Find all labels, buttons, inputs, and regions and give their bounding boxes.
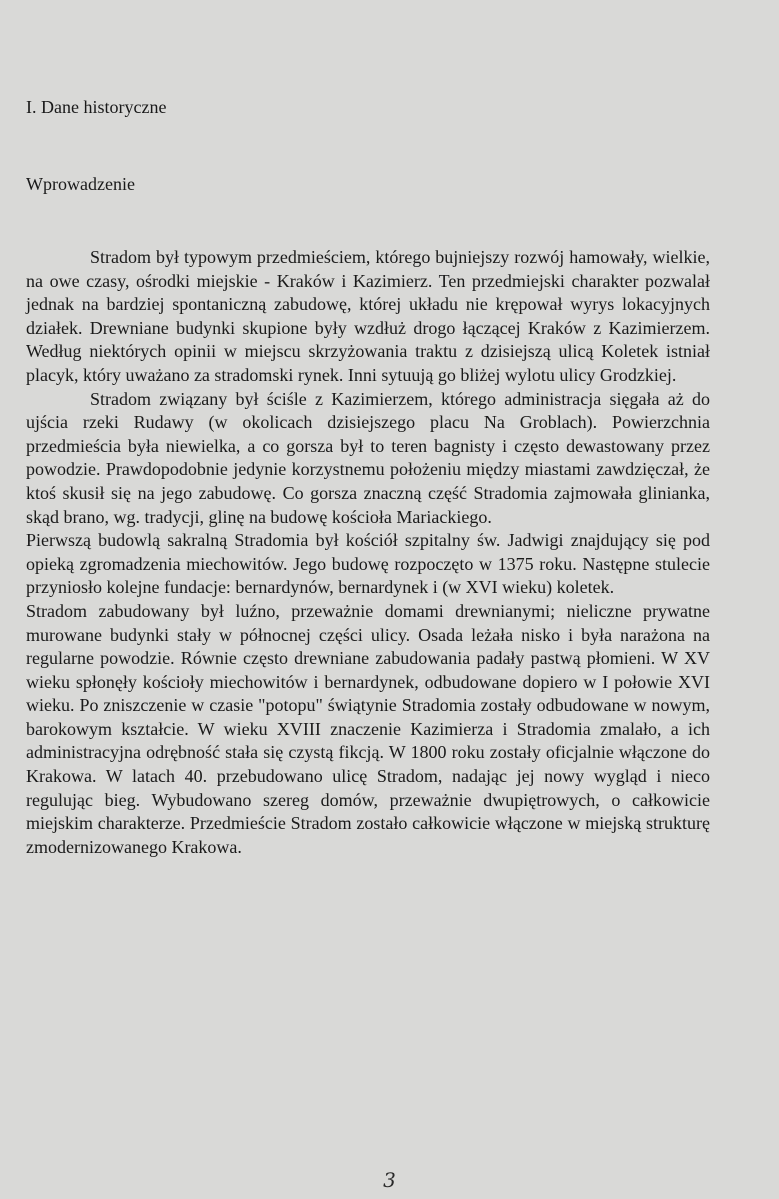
- paragraph-1: Stradom był typowym przedmieściem, którego bujniejszy rozwój hamowały, wielkie, na owe czasy, ośrodki miejskie - Kraków i Kazimierz. Ten przedmiejski charakter pozwalał jednak na bardziej spontaniczną zabudowę, której układu nie krępował wyrys lokacyjnych działek. Drewniane budynki skupione były wzdłuż drogo łączącej Kraków z Kazimierzem. Według niektórych opinii w miejscu skrzyżowania traktu z dzisiejszą ulicą Koletek istniał placyk, który uważano za stradomski rynek. Inni sytuują go bliżej wylotu ulicy Grodzkiej.: [26, 247, 710, 385]
- section-heading: I. Dane historyczne: [26, 97, 167, 117]
- paragraph-3: Pierwszą budowlą sakralną Stradomia był kościół szpitalny św. Jadwigi znajdujący się pod opieką zgromadzenia miechowitów. Jego budowę rozpoczęto w 1375 roku. Następne stulecie przyniosło kolejne fundacje: bernardynów, bernardynek i (w XVI wieku) koletek.: [26, 530, 710, 598]
- paragraph-2: Stradom związany był ściśle z Kazimierzem, którego administracja sięgała aż do ujścia rzeki Rudawy (w okolicach dzisiejszego placu Na Groblach). Powierzchnia przedmieścia była niewielka, a co gorsza był to teren bagnisty i często dewastowany przez powodzie. Prawdopodobnie jedynie korzystnemu położeniu między miastami zawdzięczał, że ktoś skusił się na jego zabudowę. Co gorsza znaczną część Stradomia zajmowała glinianka, skąd brano, wg. tradycji, glinę na budowę kościoła Mariackiego.: [26, 388, 710, 527]
- page-number: 3: [383, 1168, 396, 1192]
- subsection-heading: Wprowadzenie: [26, 174, 135, 194]
- paragraph-4: Stradom zabudowany był luźno, przeważnie domami drewnianymi; nieliczne prywatne murowane budynki stały w północnej części ulicy. Osada leżała nisko i była narażona na regularne powodzie. Równie często drewniane zabudowania padały pastwą płomieni. W XV wieku spłonęły kościoły miechowitów i bernardynek, odbudowane dopiero w I połowie XVI wieku. Po zniszczenie w czasie "potopu" świątynie Stradomia zostały odbudowane w nowym, barokowym kształcie. W wieku XVIII znaczenie Kazimierza i Stradomia zmalało, a ich administracyjna odrębność stała się czystą fikcją. W 1800 roku zostały oficjalnie włączone do Krakowa. W latach 40. przebudowano ulicę Stradom, nadając jej nowy wygląd i nieco regulując bieg. Wybudowano szereg domów, przeważnie dwupiętrowych, o całkowicie miejskim charakterze. Przedmieście Stradom zostało całkowicie włączone w miejską strukturę zmodernizowanego Krakowa.: [26, 600, 710, 857]
- page-content: [26, 96, 710, 859]
